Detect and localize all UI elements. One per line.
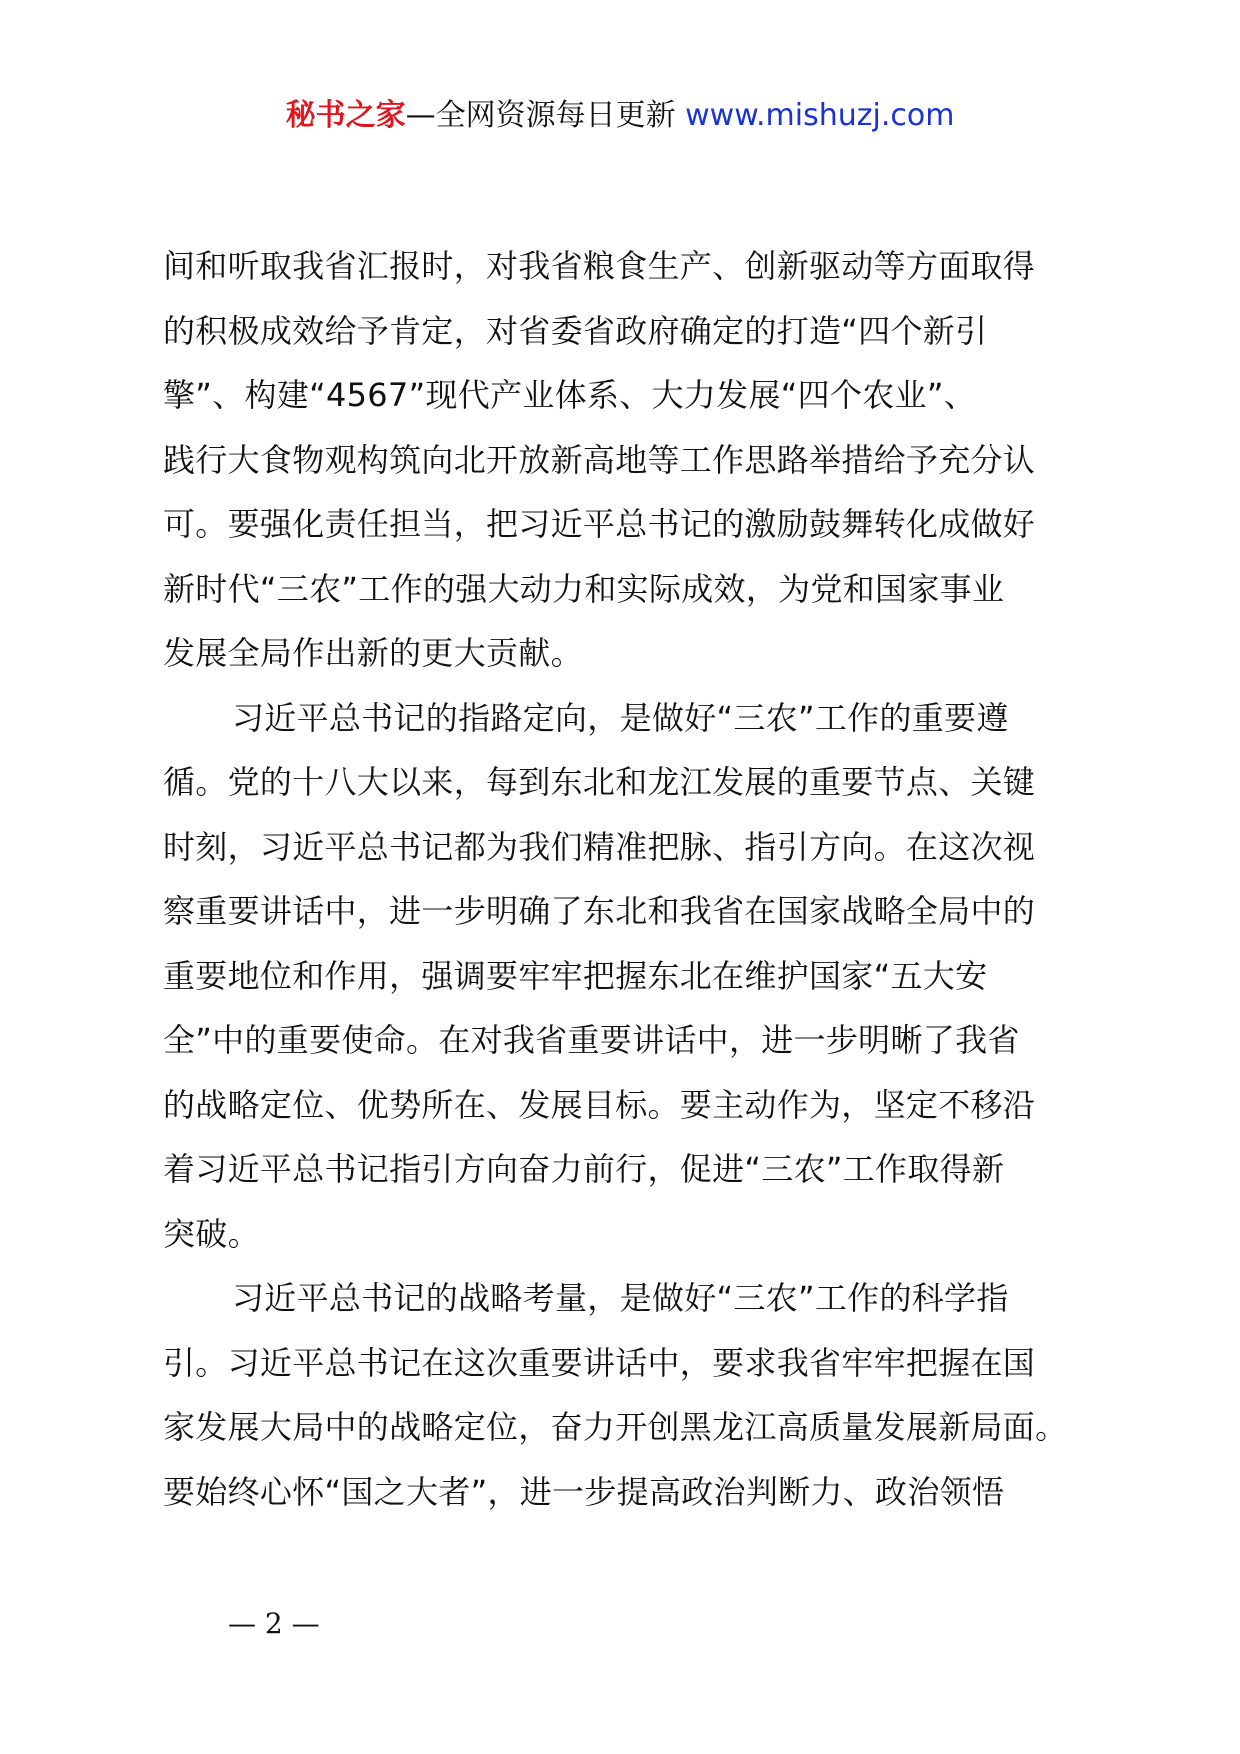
text-line: 时刻，习近平总书记都为我们精准把脉、指引方向。在这次视 (163, 827, 1036, 866)
paragraph-first-line: 习近平总书记的指路定向，是做好“三农”工作的重要遵 (232, 698, 1009, 737)
text-line: 家发展大局中的战略定位，奋力开创黑龙江高质量发展新局面。 (163, 1408, 1068, 1446)
site-brand: 秘书之家 (285, 98, 406, 133)
text-line: 的战略定位、优势所在、发展目标。要主动作为，坚定不移沿 (163, 1085, 1036, 1124)
site-url-link[interactable]: www.mishuzj.com (685, 98, 955, 133)
document-body (163, 234, 1093, 1524)
text-line: 发展全局作出新的更大贡献。 (163, 634, 583, 672)
text-line: 要始终心怀“国之大者”，进一步提高政治判断力、政治领悟 (163, 1472, 1005, 1511)
text-line: 新时代“三农”工作的强大动力和实际成效，为党和国家事业 (163, 569, 1005, 608)
paragraph-first-line: 习近平总书记的战略考量，是做好“三农”工作的科学指 (232, 1279, 1009, 1317)
text-line: 着习近平总书记指引方向奋力前行，促进“三农”工作取得新 (163, 1150, 1005, 1188)
text-line: 突破。 (163, 1214, 260, 1253)
site-slogan: —全网资源每日更新 (405, 98, 686, 133)
text-line: 践行大食物观构筑向北开放新高地等工作思路举措给予充分认 (163, 440, 1036, 479)
text-line: 间和听取我省汇报时，对我省粮食生产、创新驱动等方面取得 (163, 247, 1036, 285)
text-line: 的积极成效给予肯定，对省委省政府确定的打造“四个新引 (163, 311, 988, 350)
text-line: 擎”、构建“4567”现代产业体系、大力发展“四个农业”、 (163, 376, 977, 414)
text-line: 引。习近平总书记在这次重要讲话中，要求我省牢牢把握在国 (163, 1343, 1036, 1382)
page-number: — 2 — (228, 1607, 320, 1640)
text-line: 重要地位和作用，强调要牢牢把握东北在维护国家“五大安 (163, 956, 988, 995)
text-line: 全”中的重要使命。在对我省重要讲话中，进一步明晰了我省 (163, 1021, 1020, 1059)
text-line: 可。要强化责任担当，把习近平总书记的激励鼓舞转化成做好 (163, 505, 1036, 543)
text-line: 循。党的十八大以来，每到东北和龙江发展的重要节点、关键 (163, 763, 1036, 801)
page-header (0, 96, 1240, 136)
text-line: 察重要讲话中，进一步明确了东北和我省在国家战略全局中的 (163, 892, 1036, 930)
